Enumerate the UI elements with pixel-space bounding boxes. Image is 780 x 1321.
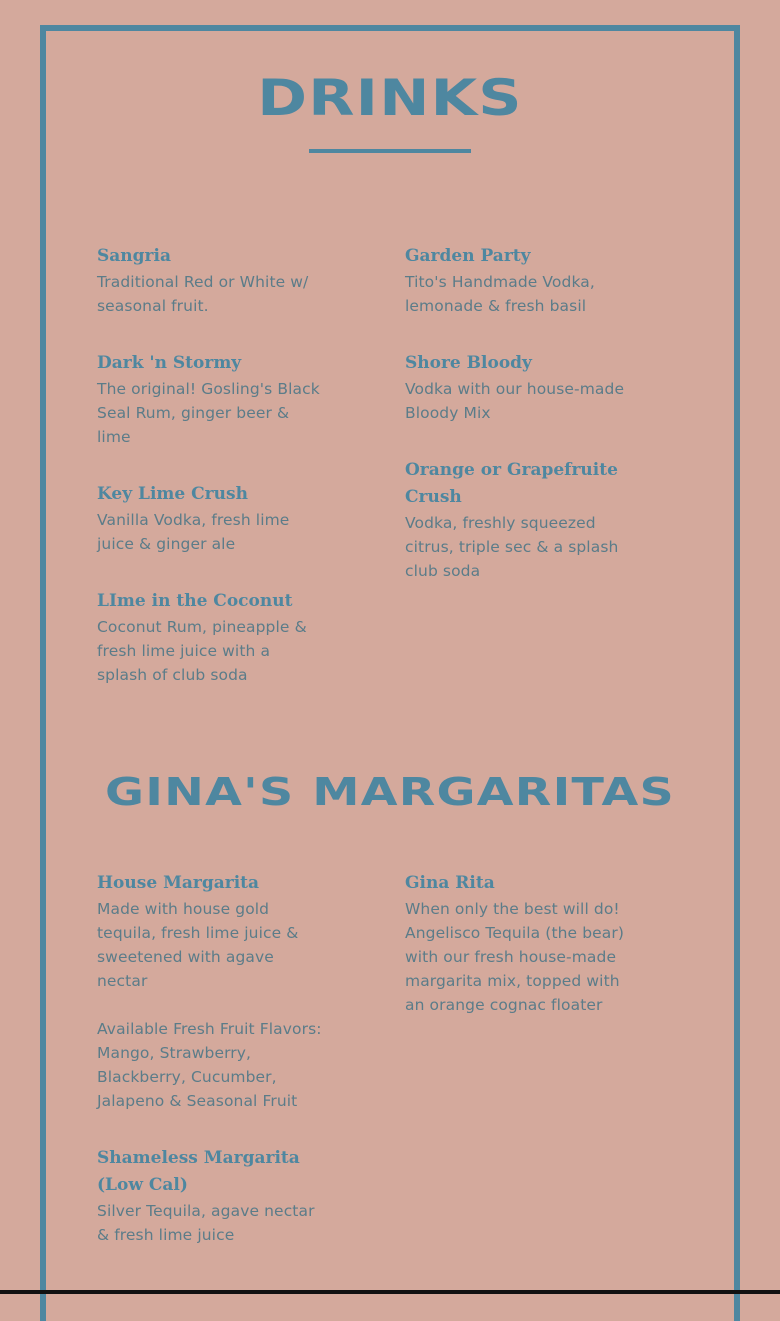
menu-item (97, 1145, 325, 1247)
menu-item-description: Tito's Handmade Vodka, lemonade & fresh basil (405, 273, 595, 315)
menu-item-name: Dark 'n Stormy (97, 353, 242, 373)
menu-item (97, 870, 325, 1113)
menu-item-description: Vodka with our house-made Bloody Mix (405, 380, 625, 422)
drinks-section-title: DRINKS (257, 69, 523, 127)
drinks-left-column (97, 243, 325, 719)
margaritas-left-column (97, 870, 325, 1279)
menu-item (405, 243, 633, 318)
menu-item-name: House Margarita (97, 873, 260, 893)
menu-item-description: Made with house gold tequila, fresh lime juice & sweetened with agave nectar (97, 900, 299, 990)
menu-item-name: Gina Rita (405, 873, 495, 893)
menu-item-description: Traditional Red or White w/ seasonal fruit. (97, 273, 309, 315)
menu-item-flavors: Available Fresh Fruit Flavors: Mango, Strawberry, Blackberry, Cucumber, Jalapeno & Seasonal Fruit (97, 1020, 322, 1110)
menu-item (405, 350, 633, 425)
menu-item-description: When only the best will do! Angelisco Tequila (the bear) with our fresh house-made margarita mix, topped with an orange cognac floater (405, 900, 624, 1014)
menu-item-name: Garden Party (405, 246, 531, 266)
bottom-edge-bar (0, 1290, 780, 1294)
menu-item-name: Orange or Grapefruite Crush (405, 460, 618, 507)
margaritas-right-column (405, 870, 633, 1049)
menu-item-description: Coconut Rum, pineapple & fresh lime juice with a splash of club soda (97, 618, 307, 684)
menu-item-description: Vodka, freshly squeezed citrus, triple sec & a splash club soda (405, 514, 619, 580)
menu-item-name: LIme in the Coconut (97, 591, 293, 611)
menu-item-description: Vanilla Vodka, fresh lime juice & ginger ale (97, 511, 290, 553)
drinks-right-column (405, 243, 633, 615)
menu-item (97, 243, 325, 318)
menu-item-name: Shore Bloody (405, 353, 532, 373)
title-underline (309, 149, 471, 153)
menu-item (97, 588, 325, 687)
margaritas-section-title: GINA'S MARGARITAS (104, 770, 675, 814)
menu-item-description: Silver Tequila, agave nectar & fresh lime juice (97, 1202, 315, 1244)
menu-item-description: The original! Gosling's Black Seal Rum, ginger beer & lime (97, 380, 320, 446)
menu-item-name: Key Lime Crush (97, 484, 248, 504)
menu-item (405, 457, 633, 583)
menu-item-name: Shameless Margarita (Low Cal) (97, 1148, 300, 1195)
menu-item (405, 870, 633, 1017)
menu-item (97, 481, 325, 556)
menu-item-name: Sangria (97, 246, 171, 266)
menu-item (97, 350, 325, 449)
